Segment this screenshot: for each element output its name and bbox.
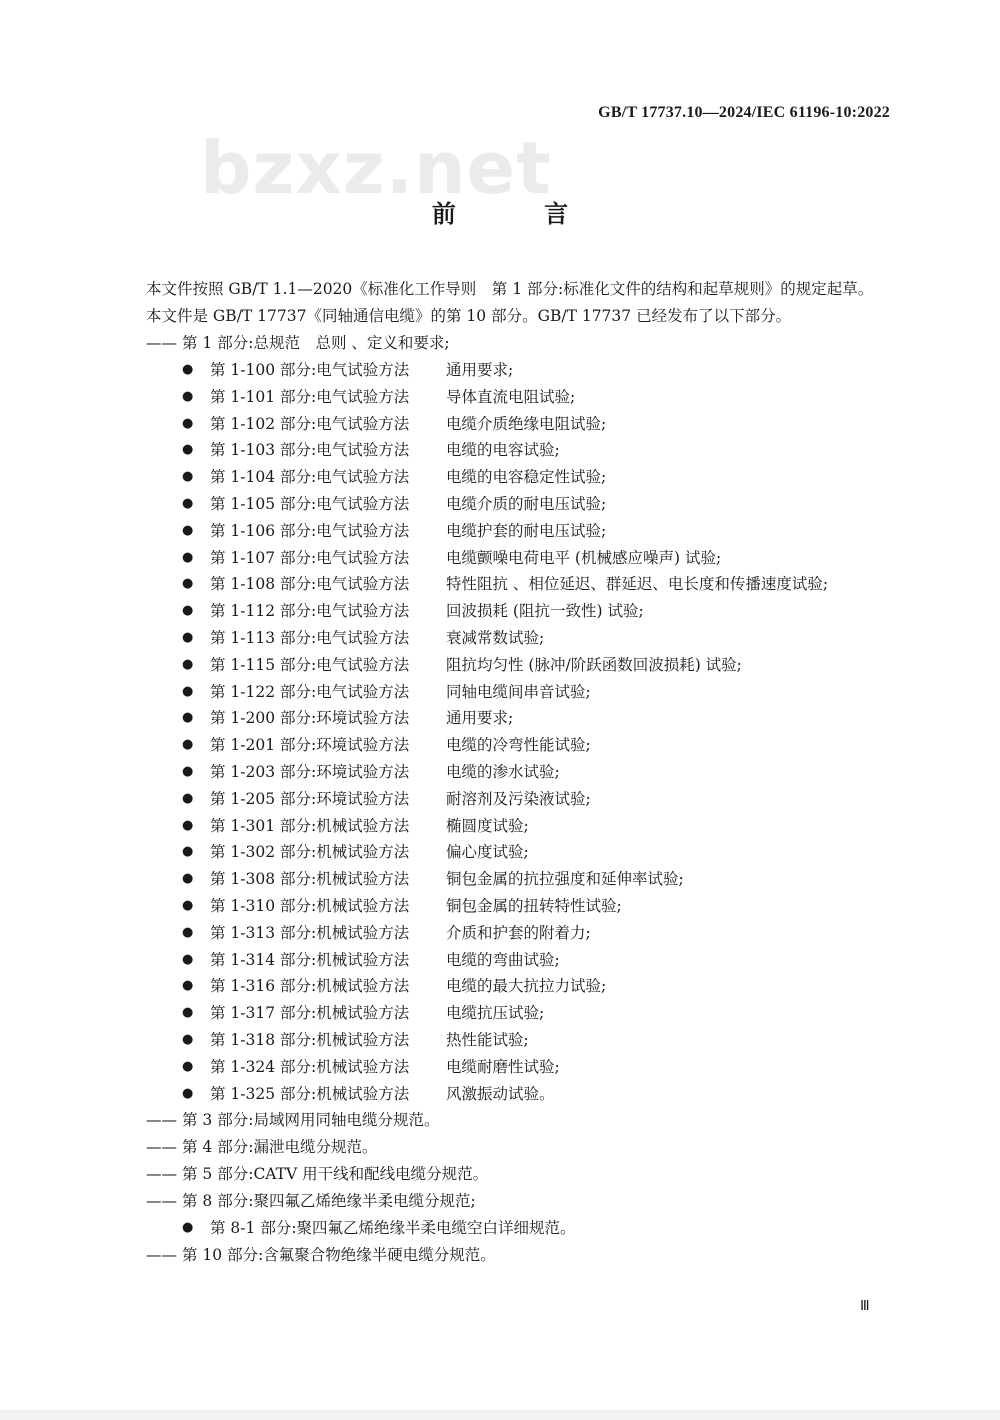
list-item-subpart	[112, 732, 894, 759]
watermark: bzxz.net	[200, 126, 552, 210]
subpart-number: 第 1-100 部分:电气试验方法	[210, 361, 410, 379]
subpart-title: 电缆的弯曲试验;	[446, 950, 560, 969]
subpart-number: 第 1-113 部分:电气试验方法	[210, 628, 410, 647]
subpart-title: 导体直流电阻试验;	[446, 387, 576, 406]
subpart-title: 热性能试验;	[446, 1030, 529, 1049]
bullet-dot-icon: ●	[182, 1085, 194, 1101]
subpart-title: 电缆介质的耐电压试验;	[446, 494, 607, 513]
bullet-dot-icon: ●	[182, 656, 194, 672]
subpart-number: 第 1-106 部分:电气试验方法	[210, 521, 410, 540]
page-bottom-edge	[0, 1410, 1000, 1420]
subpart-number: 第 1-201 部分:环境试验方法	[210, 736, 410, 755]
subpart-number: 第 1-102 部分:电气试验方法	[210, 414, 410, 433]
list-item-part8	[112, 1188, 894, 1215]
subpart-number: 第 1-103 部分:电气试验方法	[210, 441, 410, 460]
list-item-part4	[112, 1134, 894, 1161]
subpart-number: 第 1-314 部分:机械试验方法	[210, 950, 410, 969]
page-title: 前 言	[431, 200, 609, 228]
subpart-number: 第 1-205 部分:环境试验方法	[210, 789, 410, 808]
bullet-dot-icon: ●	[182, 442, 194, 458]
subpart-title: 通用要求;	[446, 709, 514, 728]
dash-mark: ——	[146, 1111, 177, 1130]
list-item-part3	[112, 1107, 894, 1134]
list-item-subpart	[112, 973, 894, 1000]
part4-text: 第 4 部分:漏泄电缆分规范。	[182, 1138, 378, 1157]
subpart-title: 特性阻抗 、相位延迟、群延迟、电长度和传播速度试验;	[446, 575, 829, 594]
bullet-dot-icon: ●	[182, 469, 194, 485]
foreword-body	[112, 276, 894, 1269]
subpart-number: 第 1-101 部分:电气试验方法	[210, 387, 410, 406]
subpart-number: 第 1-115 部分:电气试验方法	[210, 655, 410, 674]
bullet-dot-icon: ●	[182, 1005, 194, 1021]
subpart-title: 通用要求;	[446, 361, 514, 379]
list-item-subpart	[112, 1054, 894, 1081]
subpart-number: 第 1-107 部分:电气试验方法	[210, 548, 410, 567]
subpart-number: 第 1-301 部分:机械试验方法	[210, 816, 410, 835]
subpart-title: 电缆护套的耐电压试验;	[446, 521, 607, 540]
list-item-subpart	[112, 920, 894, 947]
list-item-subpart	[112, 893, 894, 920]
list-item-subpart	[112, 866, 894, 893]
list-item-subpart	[112, 759, 894, 786]
subpart-title: 电缆介质绝缘电阻试验;	[446, 414, 607, 433]
dash-mark: ——	[146, 1192, 177, 1211]
list-item-subpart	[112, 1027, 894, 1054]
bullet-dot-icon: ●	[182, 817, 194, 833]
list-item-subpart	[112, 598, 894, 625]
subpart-title: 阻抗均匀性 (脉冲/阶跃函数回波损耗) 试验;	[446, 655, 742, 674]
subpart-title: 铜包金属的抗拉强度和延伸率试验;	[446, 870, 684, 889]
bullet-dot-icon: ●	[182, 1031, 194, 1047]
subpart-title: 介质和护套的附着力;	[446, 923, 591, 942]
page-number: Ⅲ	[860, 1299, 870, 1314]
bullet-dot-icon: ●	[182, 388, 194, 404]
part1-subparts-list	[112, 357, 894, 1107]
bullet-dot-icon: ●	[182, 844, 194, 860]
bullet-dot-icon: ●	[182, 683, 194, 699]
dash-mark: ——	[146, 1138, 177, 1157]
subpart-title: 电缆抗压试验;	[446, 1004, 545, 1023]
subpart-number: 第 1-302 部分:机械试验方法	[210, 843, 410, 862]
list-item-subpart	[112, 625, 894, 652]
bullet-dot-icon: ●	[182, 737, 194, 753]
part8-1-text: 第 8-1 部分:聚四氟乙烯绝缘半柔电缆空白详细规范。	[210, 1219, 576, 1238]
bullet-dot-icon: ●	[182, 576, 194, 592]
list-item-subpart	[112, 357, 894, 384]
subpart-title: 电缆的冷弯性能试验;	[446, 736, 591, 755]
subpart-title: 电缆的渗水试验;	[446, 762, 560, 781]
list-item-subpart	[112, 464, 894, 491]
subpart-number: 第 1-104 部分:电气试验方法	[210, 468, 410, 487]
list-item-subpart	[112, 786, 894, 813]
subpart-number: 第 1-313 部分:机械试验方法	[210, 923, 410, 942]
dash-mark: ——	[146, 1165, 177, 1184]
subpart-title: 偏心度试验;	[446, 843, 529, 862]
bullet-dot-icon: ●	[182, 603, 194, 619]
bullet-dot-icon: ●	[182, 629, 194, 645]
subpart-title: 椭圆度试验;	[446, 816, 529, 835]
bullet-dot-icon: ●	[182, 415, 194, 431]
subpart-number: 第 1-310 部分:机械试验方法	[210, 896, 410, 915]
subpart-title: 电缆耐磨性试验;	[446, 1057, 560, 1076]
bullet-dot-icon: ●	[182, 924, 194, 940]
bullet-dot-icon: ●	[182, 763, 194, 779]
subpart-title: 耐溶剂及污染液试验;	[446, 789, 591, 808]
part3-text: 第 3 部分:局域网用同轴电缆分规范。	[182, 1111, 440, 1130]
list-item-part5	[112, 1161, 894, 1188]
list-item-subpart	[112, 679, 894, 706]
subpart-number: 第 1-308 部分:机械试验方法	[210, 870, 410, 889]
subpart-number: 第 1-108 部分:电气试验方法	[210, 575, 410, 594]
subpart-number: 第 1-203 部分:环境试验方法	[210, 762, 410, 781]
subpart-number: 第 1-122 部分:电气试验方法	[210, 682, 410, 701]
list-item-subpart	[112, 437, 894, 464]
standard-number: GB/T 17737.10—2024/IEC 61196-10:2022	[598, 104, 890, 121]
list-item-subpart	[112, 411, 894, 438]
subpart-title: 电缆的最大抗拉力试验;	[446, 977, 607, 996]
subpart-number: 第 1-325 部分:机械试验方法	[210, 1084, 410, 1103]
bullet-dot-icon: ●	[182, 522, 194, 538]
part5-text: 第 5 部分:CATV 用干线和配线电缆分规范。	[182, 1165, 489, 1184]
list-item-subpart	[112, 491, 894, 518]
list-item-subpart	[112, 839, 894, 866]
subpart-number: 第 1-318 部分:机械试验方法	[210, 1030, 410, 1049]
bullet-dot-icon: ●	[182, 362, 194, 377]
subpart-title: 衰减常数试验;	[446, 628, 545, 647]
list-item-subpart	[112, 571, 894, 598]
subpart-title: 同轴电缆间串音试验;	[446, 682, 591, 701]
list-item-subpart	[112, 518, 894, 545]
subpart-number: 第 1-324 部分:机械试验方法	[210, 1057, 410, 1076]
part10-text: 第 10 部分:含氟聚合物绝缘半硬电缆分规范。	[182, 1246, 496, 1265]
list-item-subpart	[112, 705, 894, 732]
part8-text: 第 8 部分:聚四氟乙烯绝缘半柔电缆分规范;	[182, 1192, 476, 1211]
bullet-dot-icon: ●	[182, 549, 194, 565]
subpart-number: 第 1-316 部分:机械试验方法	[210, 977, 410, 996]
subpart-title: 回波损耗 (阻抗一致性) 试验;	[446, 602, 644, 621]
list-item-part10	[112, 1242, 894, 1269]
subpart-number: 第 1-105 部分:电气试验方法	[210, 494, 410, 513]
list-item-subpart	[112, 813, 894, 840]
bullet-dot-icon: ●	[182, 790, 194, 806]
bullet-dot-icon: ●	[182, 495, 194, 511]
subpart-title: 风激振动试验。	[446, 1084, 555, 1103]
bullet-dot-icon: ●	[182, 1058, 194, 1074]
list-item-subpart	[112, 1081, 894, 1108]
dash-mark: ——	[146, 334, 177, 352]
bullet-dot-icon: ●	[182, 978, 194, 994]
list-item-subpart	[112, 652, 894, 679]
bullet-dot-icon: ●	[182, 1220, 194, 1236]
subpart-number: 第 1-317 部分:机械试验方法	[210, 1004, 410, 1023]
bullet-dot-icon: ●	[182, 710, 194, 726]
bullet-dot-icon: ●	[182, 897, 194, 913]
subpart-title: 铜包金属的扭转特性试验;	[446, 896, 622, 915]
list-item-subpart	[112, 947, 894, 974]
subpart-title: 电缆颤噪电荷电平 (机械感应噪声) 试验;	[446, 548, 722, 567]
list-item-part1	[112, 330, 894, 357]
subpart-title: 电缆的电容试验;	[446, 441, 560, 460]
paragraph-drafting-rules: 本文件按照 GB/T 1.1—2020《标准化工作导则 第 1 部分:标准化文件的结构和起草规则》的规定起草。	[146, 280, 874, 298]
paragraph-series-intro: 本文件是 GB/T 17737《同轴通信电缆》的第 10 部分。GB/T 17737 已经发布了以下部分。	[146, 307, 792, 325]
bullet-dot-icon: ●	[182, 951, 194, 967]
list-item-subpart	[112, 545, 894, 572]
list-item-subpart	[112, 1000, 894, 1027]
list-item-subpart	[112, 384, 894, 411]
subpart-number: 第 1-200 部分:环境试验方法	[210, 709, 410, 728]
dash-mark: ——	[146, 1246, 177, 1265]
subpart-title: 电缆的电容稳定性试验;	[446, 468, 607, 487]
bullet-dot-icon: ●	[182, 871, 194, 887]
list-item-part8-1	[112, 1215, 894, 1242]
part1-text: 第 1 部分:总规范 总则 、定义和要求;	[182, 334, 450, 352]
subpart-number: 第 1-112 部分:电气试验方法	[210, 602, 410, 621]
